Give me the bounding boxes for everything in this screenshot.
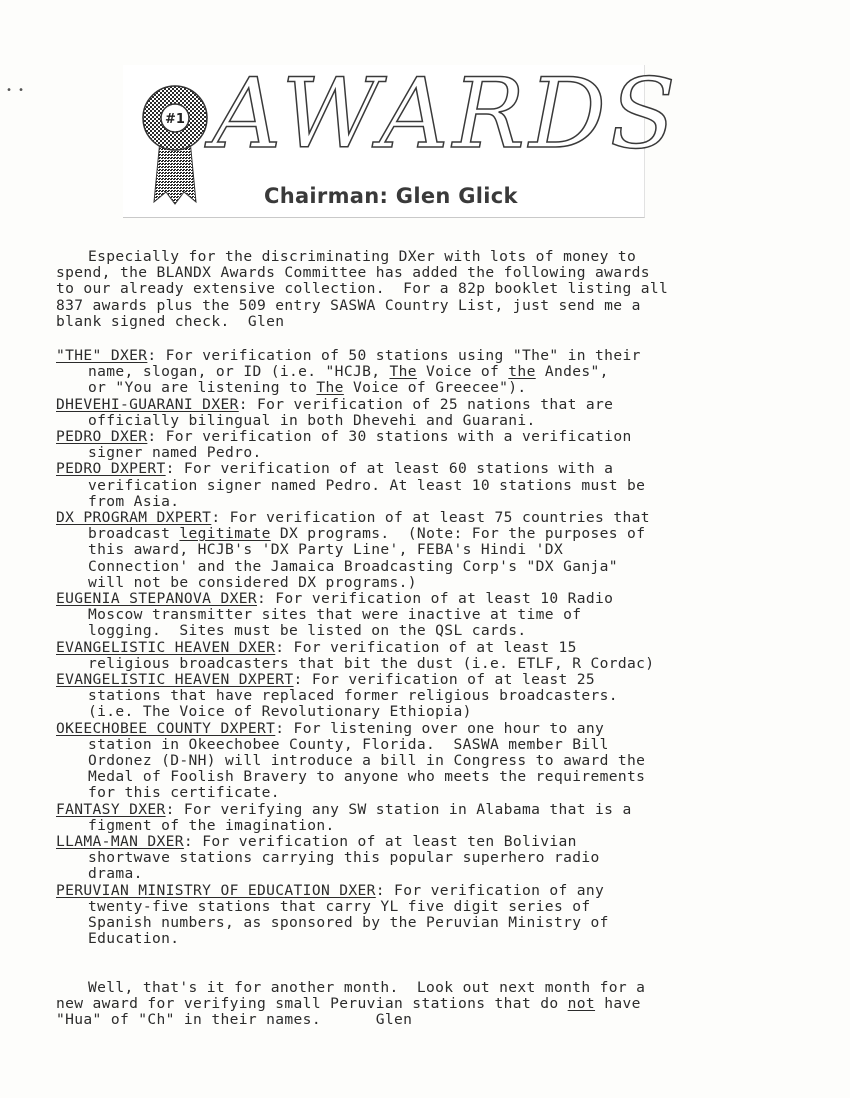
award-entry: LLAMA-MAN DXER: For verification of at least ten Bolivian: [56, 833, 577, 850]
award-description-line: Medal of Foolish Bravery to anyone who meets the requirements: [88, 768, 646, 786]
award-entry: DX PROGRAM DXPERT: For verification of at least 75 countries that: [56, 509, 650, 526]
intro-line: to our already extensive collection. For a 82p booklet listing all: [56, 280, 669, 298]
award-description-line: religious broadcasters that bit the dust (i.e. ETLF, R Cordac): [88, 654, 655, 672]
intro-line: blank signed check. Glen: [56, 312, 285, 330]
award-description-line: will not be considered DX programs.): [88, 573, 417, 591]
award-entry: DHEVEHI-GUARANI DXER: For verification of 25 nations that are: [56, 395, 614, 413]
award-entry: PEDRO DXPERT: For verification of at least 60 stations with a: [56, 460, 614, 478]
award-description-line: drama.: [88, 865, 143, 883]
award-description-line: signer named Pedro.: [88, 444, 262, 462]
chairman-line: Chairman: Glen Glick: [264, 184, 518, 208]
award-description-line: logging. Sites must be listed on the QSL cards.: [88, 622, 527, 640]
award-description-line: or "You are listening to The Voice of Greecee").: [88, 379, 527, 397]
closing-line: new award for verifying small Peruvian stations that do not have: [56, 995, 641, 1013]
award-description-line: from Asia.: [88, 492, 180, 510]
award-description-line: shortwave stations carrying this popular superhero radio: [88, 849, 600, 867]
scan-mark: • •: [6, 85, 25, 96]
rosette-number: #1: [165, 112, 185, 127]
award-description-line: officially bilingual in both Dhevehi and Guarani.: [88, 411, 536, 429]
award-description-line: verification signer named Pedro. At least 10 stations must be: [88, 476, 646, 494]
award-description-line: (i.e. The Voice of Revolutionary Ethiopia): [88, 703, 472, 721]
award-description-line: Education.: [88, 930, 180, 948]
intro-line: 837 awards plus the 509 entry SASWA Country List, just send me a: [56, 296, 641, 314]
award-entry: "THE" DXER: For verification of 50 stations using "The" in their: [56, 347, 641, 364]
intro-line: spend, the BLANDX Awards Committee has added the following awards: [56, 264, 650, 282]
award-description-line: name, slogan, or ID (i.e. "HCJB, The Voice of the Andes",: [88, 363, 609, 381]
award-description-line: Connection' and the Jamaica Broadcasting Corp's "DX Ganja": [88, 557, 618, 575]
closing-line: "Hua" of "Ch" in their names. Glen: [56, 1011, 413, 1029]
awards-title: AWARDS: [212, 58, 680, 170]
award-description-line: broadcast legitimate DX programs. (Note: For the purposes of: [88, 525, 646, 543]
award-description-line: Moscow transmitter sites that were inactive at time of: [88, 606, 582, 624]
award-description-line: Ordonez (D-NH) will introduce a bill in Congress to award the: [88, 752, 646, 769]
award-description-line: for this certificate.: [88, 784, 280, 802]
intro-line: Especially for the discriminating DXer with lots of money to: [88, 248, 637, 265]
award-description-line: twenty-five stations that carry YL five digit series of: [88, 897, 591, 915]
award-entry: PERUVIAN MINISTRY OF EDUCATION DXER: For verification of any: [56, 881, 605, 899]
award-description-line: station in Okeechobee County, Florida. SASWA member Bill: [88, 735, 609, 753]
award-entry: EUGENIA STEPANOVA DXER: For verification of at least 10 Radio: [56, 590, 614, 607]
closing-line: Well, that's it for another month. Look out next month for a: [88, 979, 646, 996]
award-description-line: figment of the imagination.: [88, 816, 335, 834]
award-entry: EVANGELISTIC HEAVEN DXPERT: For verification of at least 25: [56, 671, 596, 688]
award-entry: PEDRO DXER: For verification of 30 stations with a verification: [56, 428, 632, 445]
award-entry: FANTASY DXER: For verifying any SW station in Alabama that is a: [56, 800, 632, 818]
award-entry: EVANGELISTIC HEAVEN DXER: For verification of at least 15: [56, 638, 577, 656]
award-rosette-icon: [140, 80, 210, 212]
award-entry: OKEECHOBEE COUNTY DXPERT: For listening over one hour to any: [56, 719, 605, 737]
award-description-line: stations that have replaced former religious broadcasters.: [88, 687, 618, 705]
award-description-line: Spanish numbers, as sponsored by the Peruvian Ministry of: [88, 914, 609, 931]
award-description-line: this award, HCJB's 'DX Party Line', FEBA's Hindi 'DX: [88, 541, 564, 559]
